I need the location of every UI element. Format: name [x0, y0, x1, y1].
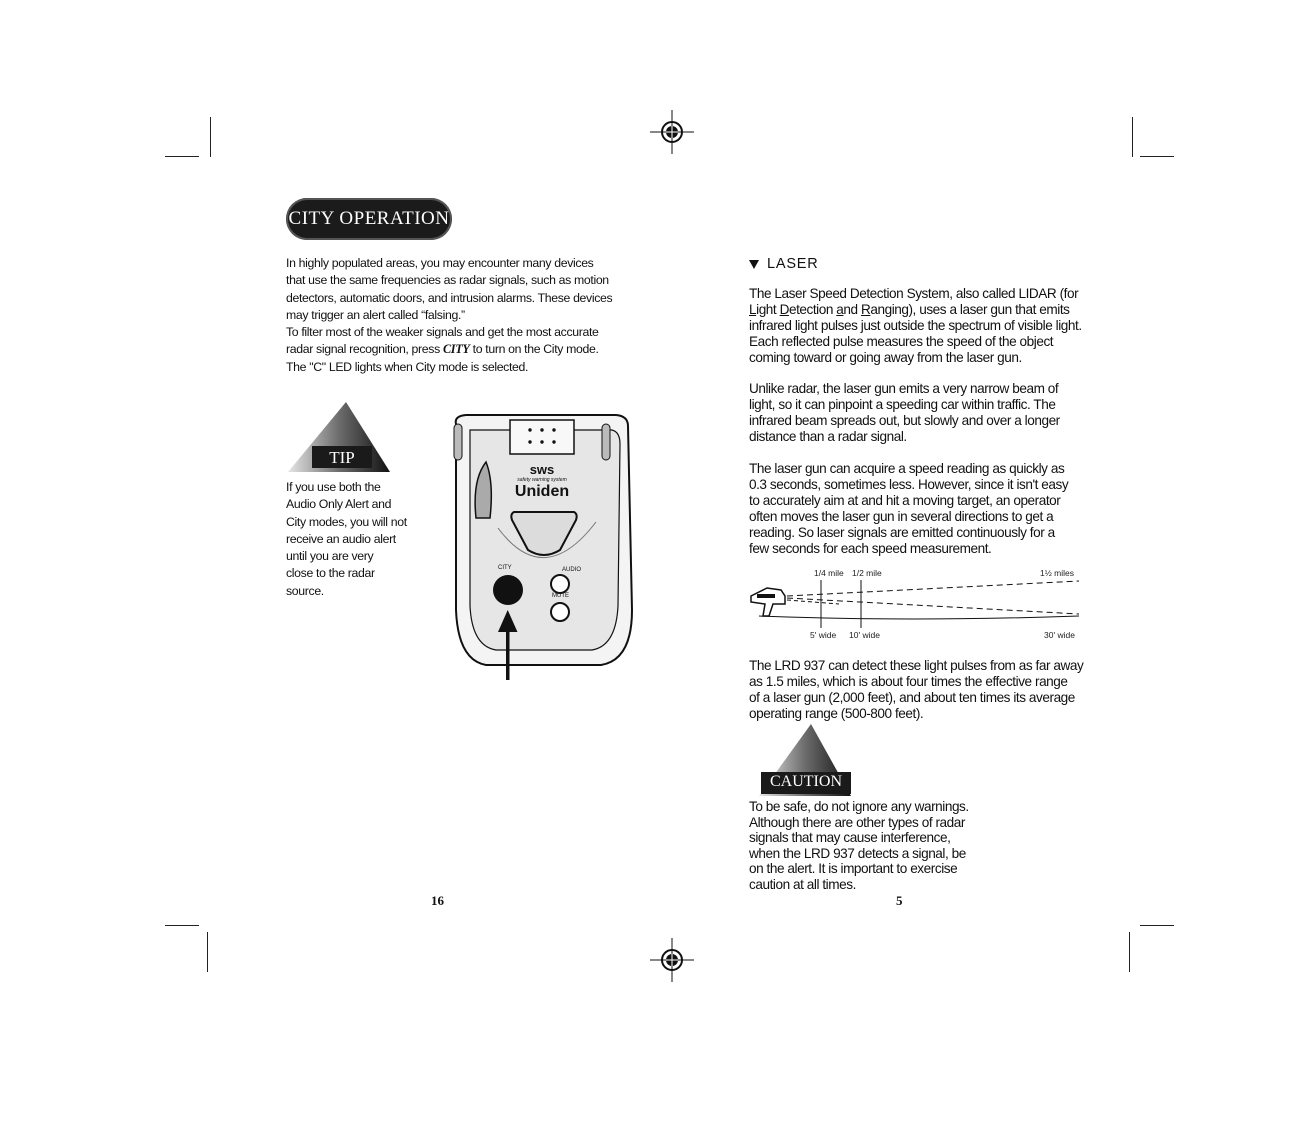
filter-line: The "C" LED lights when City mode is selected. [286, 359, 529, 374]
caution-line: To be safe, do not ignore any warnings. [749, 799, 969, 814]
filter-text: to turn on the City mode. [469, 342, 599, 357]
tip-line: close to the radar [286, 566, 375, 581]
para-line: Unlike radar, the laser gun emits a very narrow beam of [749, 381, 1059, 396]
mute-button-label: MUTE [552, 593, 569, 599]
laser-paragraph-4 [749, 658, 1119, 722]
crop-mark-top-left-v [210, 117, 211, 157]
device-brand-tagline: safety warning system [517, 477, 567, 483]
para-text: nd [843, 302, 861, 317]
para-line: distance than a radar signal. [749, 429, 907, 444]
device-brand-top: sws [529, 462, 555, 477]
laser-paragraph-1 [749, 286, 1119, 366]
para-line: infrared light pulses just outside the spectrum of visible light. [749, 318, 1082, 333]
para-line: few seconds for each speed measurement. [749, 541, 992, 556]
tip-label: TIP [329, 448, 355, 467]
caution-line: signals that may cause interference, [749, 830, 951, 845]
diagram-label-half-mile: 1/2 mile [852, 568, 882, 578]
tip-line: Audio Only Alert and [286, 497, 392, 512]
intro-line: that use the same frequencies as radar signals, such as motion [286, 273, 609, 288]
intro-line: In highly populated areas, you may encounter many devices [286, 256, 594, 270]
para-text: etection [788, 302, 837, 317]
para-line: infrared beam spreads out, but slowly and over a longer [749, 413, 1060, 428]
para-line: of a laser gun (2,000 feet), and about ten times its average [749, 690, 1075, 705]
para-text: ight [756, 302, 780, 317]
intro-line: may trigger an alert called “falsing.” [286, 307, 465, 322]
acronym-letter: a [836, 302, 844, 317]
para-line: The Laser Speed Detection System, also called LIDAR (for [749, 286, 1079, 301]
para-line: to accurately aim at and hit a moving target, an operator [749, 493, 1061, 508]
tip-line: until you are very [286, 549, 374, 564]
tip-text [286, 479, 426, 600]
crop-mark-top-right-h [1140, 156, 1174, 157]
city-key-label: CITY [442, 342, 470, 357]
device-brand-name: Uniden [514, 483, 570, 500]
city-button-label: CITY [498, 565, 512, 571]
crop-mark-bottom-left-h [165, 925, 199, 926]
para-line: as 1.5 miles, which is about four times the effective range [749, 674, 1068, 689]
filter-line [286, 341, 642, 358]
registration-mark-top [650, 110, 694, 154]
diagram-label-30ft-wide: 30' wide [1044, 630, 1075, 640]
caution-line: when the LRD 937 detects a signal, be [749, 845, 966, 861]
filter-text: radar signal recognition, press [286, 342, 443, 357]
radar-detector-illustration [436, 410, 646, 685]
city-operation-heading: CITY OPERATION [286, 198, 452, 240]
tip-line: If you use both the [286, 480, 381, 494]
laser-paragraph-2 [749, 381, 1119, 445]
acronym-letter: R [860, 302, 871, 317]
crop-mark-top-left-h [165, 156, 199, 157]
diagram-label-10ft-wide: 10' wide [849, 630, 880, 640]
caution-text [749, 799, 999, 892]
para-line: light, so it can pinpoint a speeding car within traffic. The [749, 397, 1056, 412]
para-line: The laser gun can acquire a speed reading as quickly as [749, 461, 1065, 476]
caution-line: on the alert. It is important to exercise [749, 861, 958, 876]
para-text: anging), uses a laser gun that emits [870, 302, 1070, 317]
crop-mark-bottom-right-v [1129, 932, 1130, 972]
para-line: 0.3 seconds, sometimes less. However, since it isn't easy [749, 477, 1069, 492]
page-number-left: 16 [431, 893, 444, 908]
para-line: operating range (500-800 feet). [749, 706, 924, 721]
laser-heading-text: LASER [767, 256, 819, 272]
para-line: coming toward or going away from the laser gun. [749, 350, 1022, 365]
tip-line: receive an audio alert [286, 531, 396, 546]
tip-line: City modes, you will not [286, 514, 407, 529]
crop-mark-top-right-v [1132, 117, 1133, 157]
caution-line: caution at all times. [749, 876, 856, 892]
intro-line: detectors, automatic doors, and intrusion alarms. These devices [286, 290, 613, 305]
crop-mark-bottom-left-v [207, 932, 208, 972]
diagram-label-one-half-miles: 1½ miles [1040, 568, 1075, 578]
registration-mark-bottom [650, 938, 694, 982]
crop-mark-bottom-right-h [1140, 925, 1174, 926]
laser-heading [749, 256, 819, 272]
para-line: Each reflected pulse measures the speed of the object [749, 334, 1054, 349]
caution-line: Although there are other types of radar [749, 814, 965, 830]
audio-button-label: AUDIO [562, 567, 582, 573]
tip-line: source. [286, 583, 324, 598]
para-line: often moves the laser gun in several directions to get a [749, 509, 1054, 524]
acronym-letter: D [779, 302, 789, 317]
laser-beam-diagram [749, 578, 1089, 628]
acronym-letter: L [749, 302, 757, 317]
para-line [749, 302, 1119, 318]
laser-paragraph-3 [749, 461, 1119, 557]
diagram-label-5ft-wide: 5' wide [810, 630, 837, 640]
city-intro-text [286, 255, 642, 376]
filter-line: To filter most of the weaker signals and get the most accurate [286, 325, 599, 340]
triangle-bullet-icon [749, 260, 759, 269]
para-line: reading. So laser signals are emitted continuously for a [749, 525, 1055, 540]
para-line: The LRD 937 can detect these light pulses from as far away [749, 658, 1084, 673]
page-number-right: 5 [896, 893, 903, 908]
diagram-label-quarter-mile: 1/4 mile [814, 568, 844, 578]
caution-label: CAUTION [770, 773, 842, 790]
